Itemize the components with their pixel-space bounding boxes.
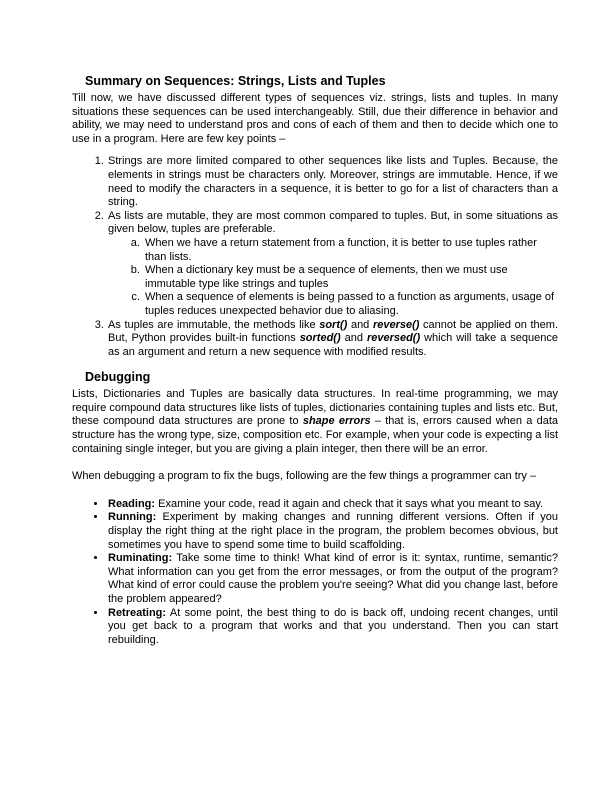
debugging-tips-list bbox=[72, 498, 558, 648]
bullet-item bbox=[107, 607, 558, 648]
list-item: 1. Strings are more limited compared to other sequences like lists and Tuples. Because, the elements in strings must be characters only. Moreover, strings are immutable. Hence, if we need to modify the characters in a sequence, it is better to go for a list of characters than a string. bbox=[107, 155, 558, 209]
code-term: sorted() bbox=[299, 332, 341, 345]
list-item-text: As lists are mutable, they are most common compared to tuples. But, in some situations as given below, tuples are preferable. bbox=[108, 209, 558, 236]
debugging-paragraph bbox=[72, 388, 558, 456]
bullet-text: Experiment by making changes and running different versions. Often if you display the right thing at the right place in the program, the problem becomes obvious, but sometimes you have to spend some time to build scaffolding. bbox=[108, 511, 558, 551]
document-page bbox=[72, 74, 558, 647]
intro-paragraph: Till now, we have discussed different types of sequences viz. strings, lists and tuples. In many situations these sequences can be used interchangeably. Still, due their difference in behavior and ability, we may need to understand pros and cons of each of them and then to decide which one to use in a program. Here are few key points – bbox=[72, 92, 558, 145]
sub-list-item: b. When a dictionary key must be a sequence of elements, then we must use immutable type like strings and tuples bbox=[143, 264, 558, 291]
key-points-list bbox=[72, 155, 558, 359]
list-item bbox=[107, 210, 558, 319]
code-term: reversed() bbox=[366, 332, 421, 345]
text-run: Lists, Dictionaries and Tuples are basically data structures. In real-time programming, we may require compound data structures like lists of tuples, dictionaries containing tuples and lists etc. But, these compound data structures are prone to bbox=[72, 388, 558, 428]
text-run: and bbox=[340, 332, 367, 345]
bullet-text: At some point, the best thing to do is back off, undoing recent changes, until you get back to a program that works and that you understand. Then you can start rebuilding. bbox=[108, 606, 558, 646]
emphasis-term: shape errors bbox=[302, 415, 371, 428]
bullet-item bbox=[107, 511, 558, 552]
bullet-term: Running: bbox=[108, 511, 157, 524]
text-run: which will take a sequence as an argument and return a new sequence with modified results. bbox=[108, 332, 559, 358]
sub-list-item: a. When we have a return statement from a function, it is better to use tuples rather than lists. bbox=[143, 237, 558, 264]
bullet-text: Examine your code, read it again and check that it says what you meant to say. bbox=[155, 497, 544, 510]
text-run: As tuples are immutable, the methods like bbox=[108, 318, 320, 331]
section-heading-sequences: Summary on Sequences: Strings, Lists and Tuples bbox=[85, 74, 386, 88]
sub-list-item: c. When a sequence of elements is being passed to a function as arguments, usage of tuples reduces unexpected behavior due to aliasing. bbox=[143, 291, 558, 318]
bullet-term: Retreating: bbox=[108, 606, 167, 619]
bullet-term: Ruminating: bbox=[108, 552, 173, 565]
text-run: and bbox=[347, 318, 373, 331]
bullet-item bbox=[107, 552, 558, 606]
bullet-text: Take some time to think! What kind of error is it: syntax, runtime, semantic? What information can you get from the error messages, or from the output of the program? What kind of error could cause the problem you're seeing? What did you change last, before the problem appeared? bbox=[108, 552, 558, 605]
code-term: sort() bbox=[319, 318, 348, 331]
text-run: – that is, errors caused when a data structure has the wrong type, size, composition etc. For example, when your code is expecting a list containing single integer, but you are giving a plain integer, then there will be an error. bbox=[72, 415, 559, 455]
code-term: reverse() bbox=[372, 318, 420, 331]
section-heading-debugging: Debugging bbox=[85, 370, 151, 385]
text-run: cannot be applied on them. But, Python provides built-in functions bbox=[108, 318, 559, 345]
section-spacer bbox=[72, 359, 558, 370]
bullet-item bbox=[107, 498, 558, 512]
sub-points-list bbox=[108, 237, 558, 319]
list-item bbox=[107, 319, 558, 360]
bullet-term: Reading: bbox=[108, 497, 156, 510]
debugging-intro-paragraph: When debugging a program to fix the bugs, following are the few things a programmer can try – bbox=[72, 470, 537, 483]
